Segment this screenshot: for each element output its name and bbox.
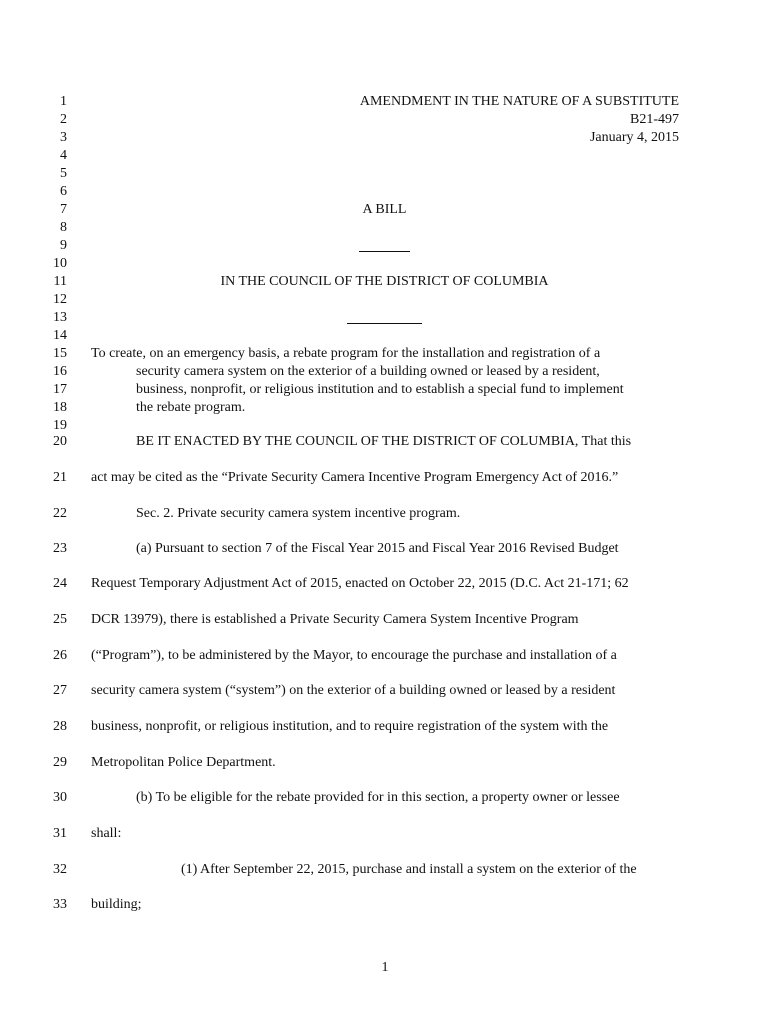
line-number: 26 bbox=[53, 648, 67, 663]
line-number: 5 bbox=[60, 166, 67, 181]
body-line: Metropolitan Police Department. bbox=[91, 755, 276, 770]
amendment-title: AMENDMENT IN THE NATURE OF A SUBSTITUTE bbox=[359, 94, 679, 109]
line-number: 16 bbox=[53, 364, 67, 379]
bill-number: B21-497 bbox=[630, 112, 679, 127]
line-number: 14 bbox=[53, 328, 67, 343]
body-line: shall: bbox=[91, 826, 122, 841]
line-number: 28 bbox=[53, 719, 67, 734]
body-line: (a) Pursuant to section 7 of the Fiscal Year 2015 and Fiscal Year 2016 Revised Budget bbox=[136, 541, 619, 556]
line-number: 20 bbox=[53, 434, 67, 449]
line-number: 18 bbox=[53, 400, 67, 415]
line-number: 12 bbox=[53, 292, 67, 307]
title-clause-line: To create, on an emergency basis, a rebate program for the installation and registration of a bbox=[91, 346, 601, 361]
line-number: 22 bbox=[53, 506, 67, 521]
title-clause-line: business, nonprofit, or religious institution and to establish a special fund to implement bbox=[136, 382, 624, 397]
amendment-date: January 4, 2015 bbox=[589, 130, 679, 145]
body-line: (1) After September 22, 2015, purchase and install a system on the exterior of the bbox=[181, 862, 637, 877]
bill-label: A BILL bbox=[362, 202, 407, 217]
line-number: 33 bbox=[53, 897, 67, 912]
line-number: 1 bbox=[60, 94, 67, 109]
line-number: 24 bbox=[53, 576, 67, 591]
line-number: 27 bbox=[53, 683, 67, 698]
body-line: Request Temporary Adjustment Act of 2015, enacted on October 22, 2015 (D.C. Act 21-171; 62 bbox=[91, 576, 629, 591]
line-number: 4 bbox=[60, 148, 67, 163]
body-line: DCR 13979), there is established a Private Security Camera System Incentive Program bbox=[91, 612, 579, 627]
line-number: 10 bbox=[53, 256, 67, 271]
divider-line bbox=[347, 323, 422, 324]
section-heading: Sec. 2. Private security camera system incentive program. bbox=[136, 506, 461, 521]
body-line: security camera system (“system”) on the exterior of a building owned or leased by a resident bbox=[91, 683, 616, 698]
line-number: 30 bbox=[53, 790, 67, 805]
line-number: 15 bbox=[53, 346, 67, 361]
line-number: 19 bbox=[53, 418, 67, 433]
line-number: 3 bbox=[60, 130, 67, 145]
title-clause-line: security camera system on the exterior of a building owned or leased by a resident, bbox=[136, 364, 600, 379]
line-number: 31 bbox=[53, 826, 67, 841]
line-number: 32 bbox=[53, 862, 67, 877]
body-line: (“Program”), to be administered by the Mayor, to encourage the purchase and installation of a bbox=[91, 648, 617, 663]
line-number: 7 bbox=[60, 202, 67, 217]
body-line: building; bbox=[91, 897, 142, 912]
body-line: business, nonprofit, or religious institution, and to require registration of the system with the bbox=[91, 719, 609, 734]
line-number: 8 bbox=[60, 220, 67, 235]
line-number: 25 bbox=[53, 612, 67, 627]
line-number: 21 bbox=[53, 470, 67, 485]
title-clause-line: the rebate program. bbox=[136, 400, 246, 415]
line-number: 13 bbox=[53, 310, 67, 325]
body-line: act may be cited as the “Private Security Camera Incentive Program Emergency Act of 2016.” bbox=[91, 470, 619, 485]
divider-line bbox=[359, 251, 410, 252]
line-number: 2 bbox=[60, 112, 67, 127]
line-number: 6 bbox=[60, 184, 67, 199]
line-number: 11 bbox=[53, 274, 67, 289]
page-number: 1 bbox=[381, 960, 389, 975]
line-number: 29 bbox=[53, 755, 67, 770]
line-number: 17 bbox=[53, 382, 67, 397]
line-number: 23 bbox=[53, 541, 67, 556]
body-line: (b) To be eligible for the rebate provided for in this section, a property owner or lessee bbox=[136, 790, 620, 805]
council-heading: IN THE COUNCIL OF THE DISTRICT OF COLUMBIA bbox=[220, 274, 549, 289]
enacting-clause: BE IT ENACTED BY THE COUNCIL OF THE DISTRICT OF COLUMBIA, That this bbox=[136, 434, 632, 449]
line-number: 9 bbox=[60, 238, 67, 253]
